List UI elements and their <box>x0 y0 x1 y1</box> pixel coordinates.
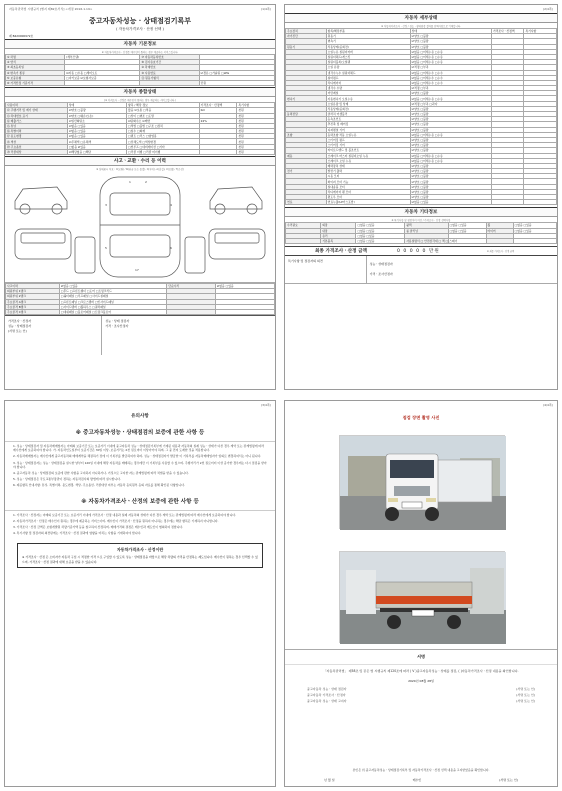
table-cell: ☑없음 □있음 <box>410 200 491 205</box>
table-cell: ☑없음 □미세누유 □누유 <box>410 60 491 65</box>
section-basic-note: ※ 자동차가격조사ㆍ산정은 매수인이 원하는 경우 제공하는 서비스입니다. <box>101 50 179 54</box>
table-label-cell: 광택 <box>405 223 448 228</box>
table-label-cell: 룸 클리닝 <box>405 228 448 233</box>
table-cell: □없음 □있음 <box>356 233 405 238</box>
table-cell: □없음 □있음 <box>356 223 405 228</box>
table-cell: Km <box>199 108 237 113</box>
table-cell: ☑자동 □수동 □세미오토 <box>65 70 140 75</box>
table-cell: 배력장치 상태 <box>326 163 410 168</box>
table-cell: ☑탄화수소 ☑매연 <box>127 118 200 123</box>
table-cell: 작동상태(공회전) <box>326 44 410 49</box>
section-general-status: 자동차 종합상태 <box>5 87 275 97</box>
table-cell: 만원 <box>199 80 274 85</box>
table-cell: ☑적정 □부족 <box>410 65 491 70</box>
table-label-cell: ① 차명 <box>6 55 65 60</box>
table-cell: 자동변속기 오일누유 <box>326 96 410 101</box>
table-label-cell: 외판부위 1랭크 <box>6 289 60 294</box>
table-cell: ☑양호 □불량 <box>410 106 491 111</box>
table-label-cell: 원동기 <box>286 44 327 49</box>
sig-right-line-1: 성능ㆍ상태 점검자 <box>105 319 130 324</box>
buyer-label: 매수인 <box>412 778 422 782</box>
table-cell: 라디에이터 <box>326 80 410 85</box>
sig-right-line-3: 가격ㆍ조사산정자 <box>105 324 129 329</box>
table-label-cell: 사용이력 <box>6 103 68 108</box>
notice-paragraph: 6. 제공항목 안내사항: 튜닝, 특별이력, 용도변경, 색상, 주요옵션, 리콜대상 여부는 자동차 등록원부 등의 자료를 통해 확인된 사항입니다. <box>13 483 185 488</box>
table-cell: ☑없음 □있음 <box>59 284 167 289</box>
table-label-cell: ⑬ 차대번호 표기 <box>6 113 68 118</box>
table-cell <box>199 149 237 154</box>
table-label-cell: 동력전달 <box>286 112 327 117</box>
table-cell: □없음 ☑있음 <box>67 144 126 149</box>
table-cell: 냉각수 수량 <box>326 86 410 91</box>
table-label-cell: 주요골격 C랭크 <box>6 309 60 314</box>
signer-signature[interactable]: (서명 또는 인) <box>516 699 535 703</box>
table-cell: 타이로드엔드 및 볼조인트 <box>326 148 410 153</box>
table-cell: ☑없음 □미세누유 □누유 <box>410 49 491 54</box>
table-cell: □없음 □있음 <box>448 228 486 233</box>
table-label-cell: 제동 <box>286 153 327 158</box>
signature-lines <box>285 686 557 704</box>
table-cell: 가격조사ㆍ산정액 <box>199 103 237 108</box>
signer-signature[interactable]: (서명 또는 인) <box>516 687 535 691</box>
section-etc-note: ※ 특기사항 및 점검자의 의견 / 가격조사ㆍ산정 선택사항 <box>391 218 451 222</box>
table-cell: □없음 □있음 <box>448 223 486 228</box>
table-cell: 천원 <box>237 134 275 139</box>
page-1-signature-box <box>5 315 275 355</box>
price-definition-title: 자동차가격조사ㆍ산정이란 <box>116 547 164 553</box>
accident-row <box>6 309 275 314</box>
table-cell: ☑양호 □불량 <box>410 34 491 39</box>
table-cell <box>215 309 274 314</box>
section-detail-status: 자동차 세부상태 <box>285 13 557 23</box>
svg-text:6: 6 <box>170 246 172 250</box>
table-cell: 오일누유 실린더커버 <box>326 49 410 54</box>
table-cell: ☑양호 □불량 <box>410 143 491 148</box>
signature-date: 2020년 08월 28일 <box>408 679 434 683</box>
section-general-note: (※ 가격조사ㆍ산정은 매수인이 원하는 경우 제공하는 서비스입니다.) <box>104 98 176 102</box>
table-label-cell: ⑩ 사용연료 <box>140 70 199 75</box>
page-number: (2/4쪽) <box>542 7 553 11</box>
table-cell: 천원 <box>237 118 275 123</box>
table-cell: □없음 □있음 <box>513 228 556 233</box>
table-cell: 천원 <box>237 108 275 113</box>
table-label-cell: ② 연식 <box>6 60 65 65</box>
remarks-row-1: 성능ㆍ상태점검자 <box>369 262 393 267</box>
table-cell: 특기사항 <box>524 29 557 34</box>
table-label-cell: 주요골격 A랭크 <box>6 299 60 304</box>
warranty-section-text <box>5 442 275 492</box>
price-definition-text: ※ 가격조사ㆍ산정 은 소비자가 자동차 구입 시 적정한 가격 으로 구입할 수 있도록 성능ㆍ상태점검을 바탕으로 해당 차량의 가격을 산정하는 제도입니다. 매수인이 원하는 경우 선택할 수 있으며, 가격조사ㆍ산정 결과에 대해 보증을 받을 수 있습니다. <box>22 555 258 564</box>
table-cell: ☑없음 □있음 <box>67 123 126 128</box>
table-cell: □후드 □프론트휀더 □도어 □트렁크리드 <box>59 289 167 294</box>
table-cell: 실내송풍 모터 <box>326 184 410 189</box>
table-cell: ☑양호 □불량 <box>410 127 491 132</box>
price-warranty-section-text <box>5 511 275 540</box>
document-subtitle: ( 자동차가격조사 · 산정 선택 ) <box>116 27 164 31</box>
table-label-cell: ⑱ 색상 <box>6 139 68 144</box>
table-label-cell: ⑳ 리콜대상 <box>6 149 68 154</box>
table-label-cell: 주요골격 B랭크 <box>6 304 60 309</box>
table-cell: 라디에이터 팬 모터 <box>326 189 410 194</box>
table-label-cell: ⑧ 검사유효기간 <box>140 60 199 65</box>
table-cell: 커먼레일 <box>326 91 410 96</box>
table-label-cell: ⑮ 튜닝 <box>6 123 68 128</box>
table-label-cell <box>286 238 321 243</box>
section-basic-info: 자동차 기본정보 <box>5 39 275 49</box>
photo-section-title: 점검 장면 촬영 사진 <box>402 415 440 420</box>
table-cell: □없음 □있음 <box>356 238 405 243</box>
svg-text:17: 17 <box>135 268 139 272</box>
remarks-section <box>285 256 557 284</box>
table-cell: 동력조향 작동 오일누유 <box>326 132 410 137</box>
table-cell <box>65 80 140 85</box>
section-etc-info: 자동차 기타정보 <box>285 207 557 217</box>
table-cell: 항목/해당부품 <box>326 29 410 34</box>
notice-paragraph: 4. 중고자동차 성능ㆍ상태점검의 보증에 관한 사항을 고지하지 아니하거나, 거짓으로 고지한 자는 관계법령에 따라 처벌을 받을 수 있습니다. <box>13 471 189 476</box>
buyer-confirmation-text: 본인은 위 중고자동차성능ㆍ상태점검기록부 및 자동차가격조사ㆍ산정 선택 내용을 고지받았음을 확인합니다. <box>352 767 490 772</box>
table-cell: 상태 <box>67 103 126 108</box>
table-label-cell: ⑨ 차대번호 <box>140 65 199 70</box>
notice-paragraph: 2. 자동차매매업자는 매수인에게 중고자동차의 매매계약을 체결하기 전에 이 기록부를 발급하여야 하며, 성능ㆍ상태점검자가 발급한 이 기록부를 자동차매매업자가 임의로 변경하여서는 아니 됩니다. <box>13 454 262 459</box>
table-label-cell: 수리필요 <box>286 223 321 228</box>
table-cell: ☑양호 □불량 <box>410 112 491 117</box>
table-cell: 윈도우 모터 <box>326 195 410 200</box>
table-cell: □전체도색 □색상변경 <box>127 139 200 144</box>
table-cell: 천원 <box>237 139 275 144</box>
inspection-record-page-2 <box>284 4 558 390</box>
table-cell: 시동 모터 <box>326 174 410 179</box>
table-cell <box>524 200 557 205</box>
page-2-header <box>285 5 557 13</box>
table-cell: 천원 <box>237 149 275 154</box>
sig-left-line-3: (서명 또는 인) <box>8 329 27 334</box>
table-cell: ☑해당없음 □해당 <box>67 149 126 154</box>
table-label-cell: 외판부위 2랭크 <box>6 294 60 299</box>
basic-info-table <box>5 54 275 86</box>
notice-paragraph: 3. 성능ㆍ상태점검자는 성능ㆍ상태점검을 실시한 날부터 120일 이내에 해당 자동차를 매매하는 경우에만 이 기록부를 사용할 수 있으며, 주행거리가 2천 킬로미터 이상 증가한 경우에는 다시 점검을 받아야 합니다. <box>13 460 267 469</box>
table-cell: □리콜 이행 □리콜 미이행 <box>127 149 200 154</box>
table-cell: □침수 □화재 <box>127 129 200 134</box>
document-number: 제 B420000972호 <box>9 34 34 38</box>
table-cell: ☑없음 □미세누유 □누유 <box>410 132 491 137</box>
table-label-cell: ⑪ 원동기형식 <box>140 75 199 80</box>
table-cell: 디퍼렌셜 기어 <box>326 127 410 132</box>
table-cell: □적법 □불법 □구조 □장치 <box>127 123 200 128</box>
table-cell: ☑양호 □불량 <box>410 184 491 189</box>
table-cell <box>513 238 556 243</box>
table-cell <box>491 200 524 205</box>
vehicle-damage-diagram <box>5 171 275 283</box>
inspection-record-page-3 <box>4 400 276 787</box>
page-1-header <box>5 5 275 13</box>
table-cell: □프론트패널 □크로스멤버 □인사이드패널 <box>59 299 167 304</box>
warranty-section-title: ※ 중고자동차성능ㆍ상태점검의 보증에 관한 사항 등 <box>5 423 275 442</box>
table-label-cell: 타이어 <box>486 228 513 233</box>
svg-text:5: 5 <box>105 246 107 250</box>
buyer-signature[interactable]: (서명 또는 인) <box>499 778 518 782</box>
table-cell: □렌트 □리스 □영업용 <box>127 134 200 139</box>
table-cell: 천원 <box>237 144 275 149</box>
table-cell: ☑무채색 □유채색 <box>67 139 126 144</box>
signer-role: 중고자동차 가격조사ㆍ산정자 <box>307 693 346 697</box>
table-label-cell: ⑦ 자동차등록번호 <box>140 55 199 60</box>
table-label-cell: 외장 <box>321 223 356 228</box>
table-label-cell: 변속기 <box>286 96 327 101</box>
table-cell: ☑양호 □불량 <box>410 169 491 174</box>
general-status-table <box>5 102 275 155</box>
table-cell: ☑양호 □불량 <box>410 91 491 96</box>
table-label-cell <box>167 309 215 314</box>
table-cell: ☑없음 □미세누유 □누유 <box>410 153 491 158</box>
table-cell: ☑양호 □불량 <box>410 39 491 44</box>
table-cell: 천원 <box>237 129 275 134</box>
table-label-cell: 전기 <box>286 169 327 174</box>
etc-info-row <box>286 238 557 243</box>
table-label-cell: ⑰ 용도변경 <box>6 134 68 139</box>
document-title: 중고자동차성능 · 상태점검기록부 <box>89 16 191 25</box>
table-cell: ☑없음 □미세누수 □누수 <box>410 70 491 75</box>
table-cell: 발전기 출력 <box>326 169 410 174</box>
remarks-body <box>367 256 557 283</box>
notice-paragraph: 5. 성능ㆍ상태점검은 국토교통부장관이 정하는 자동차검사의 방법에 따라 실시합니다. <box>13 477 121 482</box>
signature-heading: 서명 <box>285 650 557 665</box>
table-cell: ☑양호 □불량 <box>410 148 491 153</box>
final-price-note: ※ 최종 가격조사ㆍ산정 금액 <box>487 250 515 254</box>
table-label-cell: ⑤ 보증유형 <box>6 75 65 80</box>
table-label-cell: ③ 최초등록일 <box>6 65 65 70</box>
table-label-cell: 휠 <box>486 223 513 228</box>
table-cell: 천원 <box>237 113 275 118</box>
table-label-cell: 주요장치 <box>286 29 327 34</box>
section-accident-note: ※ 상태표시 부호 : X(교환), W(판금 또는 용접), C(부식), A(흠집), U(요철), T(손상) <box>96 167 184 171</box>
table-cell: ☑양호 □훼손(오손) <box>67 113 126 118</box>
sig-left-line-1: 가격조사ㆍ산정자 <box>8 319 32 324</box>
page-number: (1/4쪽) <box>260 7 271 11</box>
table-cell: 오일 유량 <box>326 65 410 70</box>
truck-front-photo <box>339 435 505 529</box>
svg-text:4: 4 <box>170 203 172 207</box>
signer-role: 중고자동차 성능ㆍ상태 점검자 <box>307 687 347 691</box>
table-cell: □사이드멤버 □휠하우스 □필러패널 <box>59 304 167 309</box>
table-cell: □자가보증 ☑보험사보증 <box>65 75 140 80</box>
table-cell: 추진축 및 베어링 <box>326 122 410 127</box>
signature-section <box>285 649 557 786</box>
table-cell: ☑적정 □부족 <box>410 86 491 91</box>
table-cell: ☑양호 □불량 <box>410 117 491 122</box>
table-label-cell: 사고이력 <box>6 284 60 289</box>
final-price-row <box>285 246 557 256</box>
table-cell: 스티어링 기어 <box>326 143 410 148</box>
svg-text:3: 3 <box>105 203 107 207</box>
table-cell: ☑없음 □미세누수 □누수 <box>410 75 491 80</box>
signer-signature[interactable]: (서명 또는 인) <box>516 693 535 697</box>
table-cell: ☑일산화탄소 <box>67 118 126 123</box>
final-price-value: 0 0 0 0 0 만원 <box>397 249 440 255</box>
table-cell: ☑없음 □미세누유 □누유 <box>410 158 491 163</box>
table-cell: 와이퍼 모터 기능 <box>326 179 410 184</box>
table-cell: 워터펌프 <box>326 75 410 80</box>
truck-rear-image <box>340 552 506 644</box>
detail-status-row <box>286 200 557 205</box>
table-cell: 24% <box>199 118 237 123</box>
table-cell: 원동기 <box>326 34 410 39</box>
table-label-cell: ⑲ 주요옵션 <box>6 144 68 149</box>
table-label-cell: 기본품목 <box>321 238 356 243</box>
table-label-cell: 연료 <box>286 200 327 205</box>
table-cell: 등속조인트 <box>326 117 410 122</box>
table-cell: 작동상태(공회전) <box>326 106 410 111</box>
truck-front-image <box>340 436 506 530</box>
table-cell: 많음 ☑보통 □적음 <box>127 108 200 113</box>
table-cell: □대쉬패널 □플로어패널 □트렁크플로어 <box>59 309 167 314</box>
table-cell: ☑없음 □있음 <box>215 284 274 289</box>
table-label-cell: ⑫ 주행거리 및 계기 상태 <box>6 108 68 113</box>
notice-paragraph: 3. 가격조사ㆍ산정 금액은 보험개발원 차량기준가액 등을 참고하여 산정하며, 매매가격의 결정은 매수인과 매도인이 협의하여 정합니다. <box>13 525 184 530</box>
table-cell: ☑없음 □미세누유 □누유 <box>410 54 491 59</box>
table-label-cell <box>140 80 199 85</box>
table-cell: 연료누출(LP가스포함) <box>326 200 410 205</box>
table-cell: □없음 □있음 <box>513 223 556 228</box>
svg-text:2: 2 <box>145 180 147 184</box>
table-cell: 실린더블록/오일팬 <box>326 60 410 65</box>
table-label-cell: ⑯ 특별이력 <box>6 129 68 134</box>
table-cell: ☑양호 □불량 <box>410 195 491 200</box>
table-cell: ☑적정 □부족 □과다 <box>410 101 491 106</box>
table-cell: ☑없음 □있음 <box>67 129 126 134</box>
table-cell: ☑양호 □불량 <box>410 163 491 168</box>
page-3-header <box>5 401 275 409</box>
table-cell: ☑양호 □불량 <box>410 174 491 179</box>
inspection-record-page-4 <box>284 400 558 787</box>
table-cell: 가격조사ㆍ산정액 <box>491 29 524 34</box>
table-cell: 브레이크 오일 누유 <box>326 158 410 163</box>
buyer-signature-line <box>285 778 557 782</box>
table-cell: (세부모델) <box>65 55 140 60</box>
table-label-cell: ⑥ 가격산정 기준가격 <box>6 80 65 85</box>
table-label-cell: ⑭ 배출가스 <box>6 118 68 123</box>
price-definition-box <box>17 543 263 567</box>
final-price-label: 최종 가격조사ㆍ산정 금액 <box>314 249 367 255</box>
signer-role: 중고자동차 성능ㆍ상태 고지자 <box>307 699 347 703</box>
table-cell: □없음 □있음 <box>356 228 405 233</box>
signature-right <box>102 316 275 355</box>
table-cell: ☑양호 □불량 <box>410 122 491 127</box>
notice-paragraph: 2. 자동차가격조사ㆍ산정은 매수인이 원하는 경우에 제공하는 서비스이며, 매수인이 가격조사ㆍ산정을 원하지 아니하는 경우에는 해당 항목은 기재하지 아니합니다. <box>13 518 219 523</box>
table-cell: 변속기 <box>326 39 410 44</box>
table-label-cell: 조향 <box>286 132 327 137</box>
table-cell: 브레이크 마스터 실린더오일 누유 <box>326 153 410 158</box>
table-label-cell: 단순수리 <box>167 284 215 289</box>
table-cell: ☑없음 □미세누수 □누수 <box>410 80 491 85</box>
table-cell: 스티어링 펌프 <box>326 137 410 142</box>
section-accident-history: 사고ㆍ교환ㆍ수리 등 이력 <box>5 156 275 166</box>
sig-left-line-2: 성능ㆍ상태점검자 <box>8 324 32 329</box>
basic-info-row <box>6 80 275 85</box>
table-cell: 오일유량 및 상태 <box>326 101 410 106</box>
table-label-cell: ④ 변속기 종류 <box>6 70 65 75</box>
table-cell: ☑양호 □불량 <box>67 108 126 113</box>
section-detail-note: ※ 자동차가격조사ㆍ산정 / 성능ㆍ상태점검 결과를 선택사항으로 기재합니다. <box>381 24 461 28</box>
signature-left <box>5 316 102 355</box>
table-cell: ☑경유 □가솔린 □LPG <box>199 70 274 75</box>
table-cell: ☑양호 □불량 <box>410 137 491 142</box>
detail-status-table <box>285 28 557 205</box>
remarks-label: 특기사항 및 점검자의 의견 <box>285 256 367 283</box>
table-cell: ☑양호 □불량 <box>410 179 491 184</box>
signature-line <box>285 698 557 704</box>
accident-table <box>5 283 275 315</box>
notice-heading: 유의사항 <box>131 414 149 419</box>
table-label-cell: 유리 <box>321 233 356 238</box>
car-outline-diagram <box>5 171 275 283</box>
table-cell: 상태 <box>410 29 491 34</box>
table-label-cell <box>486 238 513 243</box>
truck-rear-photo <box>339 551 505 643</box>
table-label-cell: 자기진단 <box>286 34 327 39</box>
signature-statement: 「자동차관리법」 제58조 및 같은 법 시행규칙 제120조에 따라 ( V )중고자동차성능ㆍ상태를 점검, ( )자동차가격조사ㆍ산정 내용을 확인합니다. <box>323 669 519 673</box>
page-4-header <box>285 401 557 409</box>
svg-text:1: 1 <box>129 180 131 184</box>
table-label-cell: 내장 <box>321 228 356 233</box>
table-cell: □썬루프 □네비게이션 □기타 <box>127 144 200 149</box>
notice-paragraph: 4. 특기사항 및 점검자의 의견란에는 가격조사ㆍ산정 결과에 영향을 미치는 사항을 기재하여야 합니다. <box>13 531 142 536</box>
table-cell: ☑없음 □미세누유 □누유 <box>410 96 491 101</box>
page-number: (3/4쪽) <box>260 403 271 407</box>
notice-paragraph: 1. 가격조사ㆍ산정자는 아래의 보증기간 또는 보증거리 이내에 가격조사ㆍ산정 내용과 실제 자동차의 상태가 다른 경우 계약 또는 관계법령에 따라 매수인에게 보증하여야 합니다. <box>13 512 237 517</box>
table-cell: 천원 <box>237 123 275 128</box>
form-reference: 자동차관리법 시행규칙 [별지 제82호서식] <개정 2016.1.19> <box>9 7 93 11</box>
inspection-record-page-1 <box>4 4 276 390</box>
table-cell: ☑양호 □불량 <box>410 44 491 49</box>
etc-info-table <box>285 222 557 244</box>
table-cell: 특기사항 <box>237 103 275 108</box>
table-cell: 실린더헤드/개스킷 <box>326 54 410 59</box>
buyer-date: 년 월 일 <box>323 778 335 782</box>
notice-paragraph: 1. 성능ㆍ상태점검자 및 자동차매매업자는 아래의 보증기간 또는 보증거리 이내에 중고자동차 성능ㆍ상태점검기록부에 기재된 내용과 자동차의 실제 성능ㆍ상태가 다른 경우 계약 또는 관계법령에 따라 매수인에게 보증하여야 합니다. 가. 자동차인도일부터 보증기간은 30일 이상, 보증거리는 2천 킬로미터 이상이어야 하며, 그 중 먼저 도래한 것을 적용합니다. <box>13 444 265 453</box>
table-cell: 냉각수누수 실린더헤드 <box>326 70 410 75</box>
page-number: (4/4쪽) <box>542 403 553 407</box>
table-cell: 클러치 어셈블리 <box>326 112 410 117</box>
table-label-cell: 사용설명서 □ 안전삼각대 □ 잭 □ 스패너 <box>406 239 458 244</box>
table-cell: ☑없음 □있음 <box>67 134 126 139</box>
remarks-row-2: 가격ㆍ조사산정자 <box>369 272 393 277</box>
table-cell: ☑양호 □불량 <box>410 189 491 194</box>
price-warranty-section-title: ※ 자동차가격조사ㆍ산정의 보증에 관한 사항 등 <box>5 492 275 511</box>
table-cell: □상이 □변조 □도말 <box>127 113 200 118</box>
table-cell: □쿼터패널 □루프패널 □사이드실패널 <box>59 294 167 299</box>
general-status-row <box>6 149 275 154</box>
table-cell: 항목 / 해당 정보 <box>127 103 200 108</box>
